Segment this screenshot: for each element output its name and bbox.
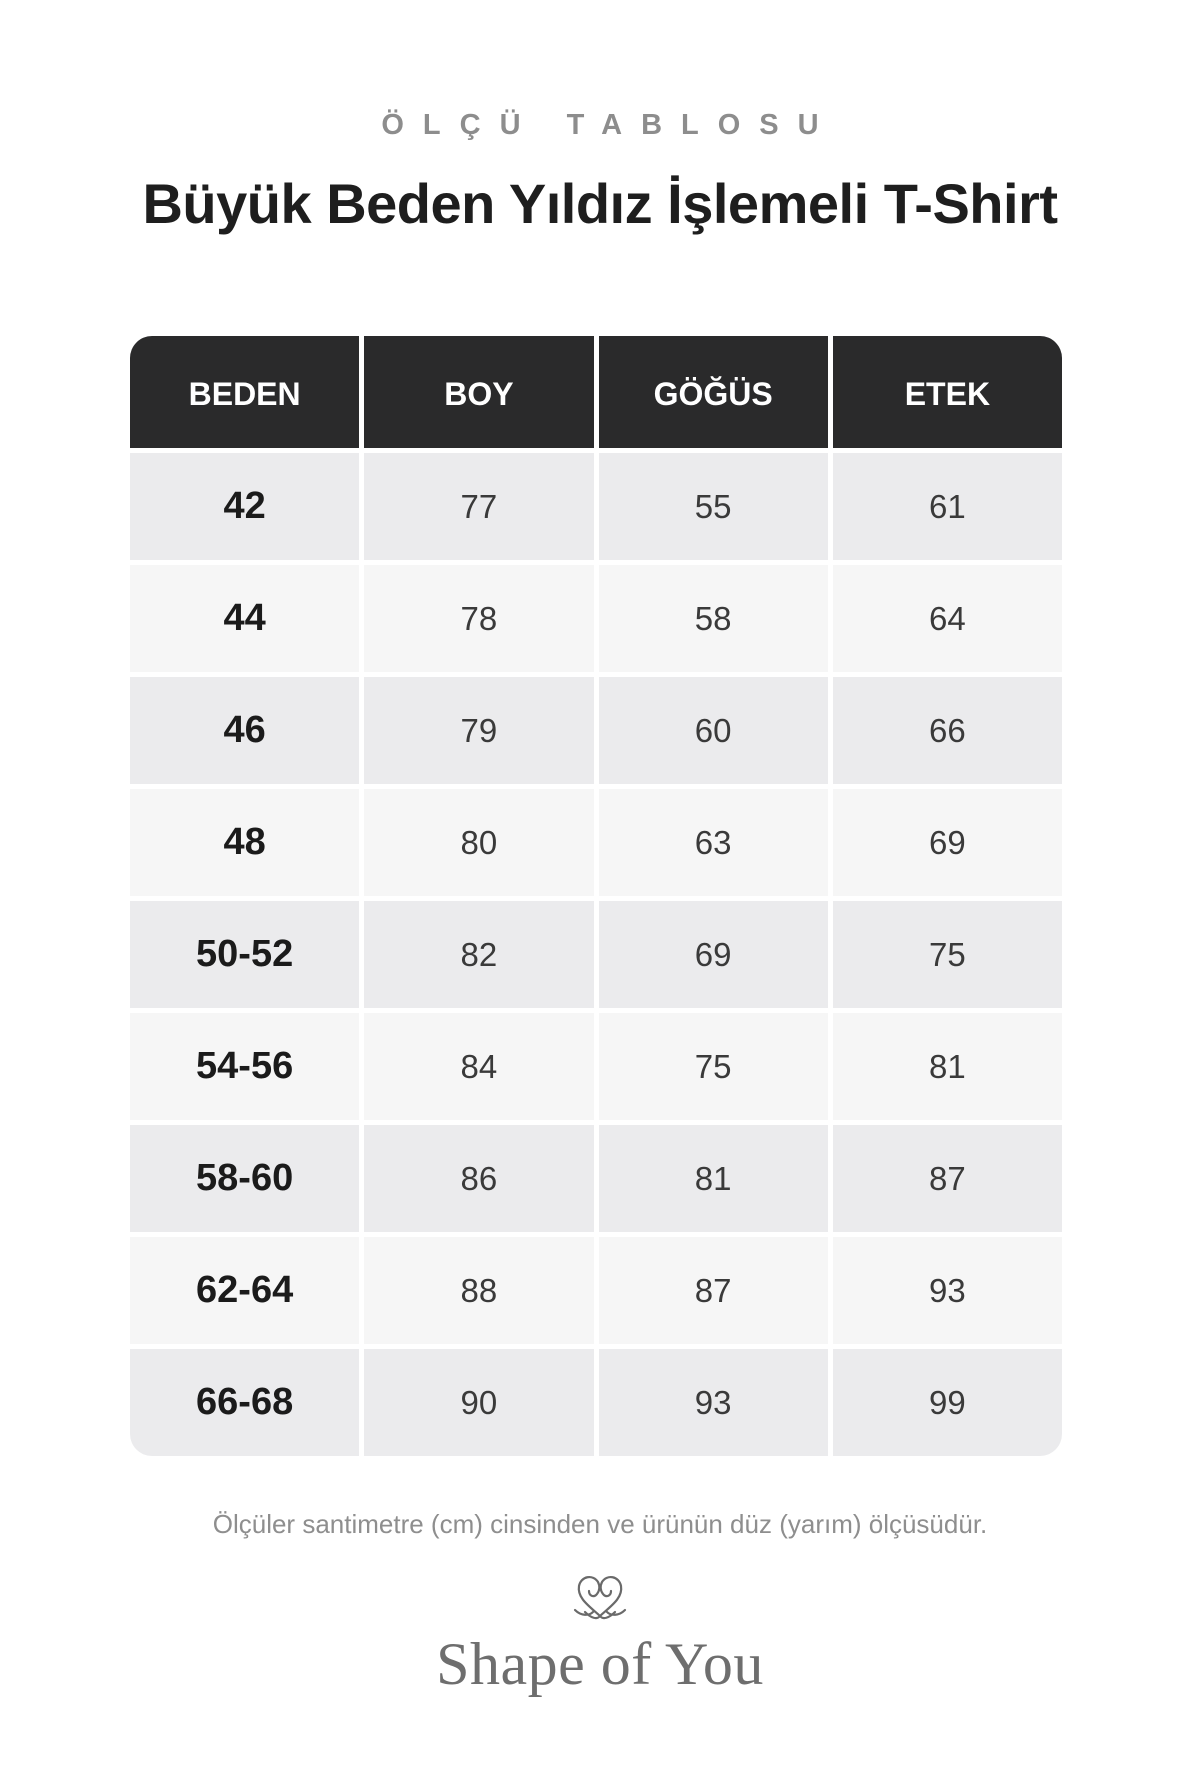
etek-cell: 99: [833, 1349, 1062, 1456]
gogus-cell: 87: [599, 1237, 828, 1344]
size-cell: 42: [130, 453, 359, 560]
table-row: [130, 1349, 1062, 1456]
column-header-boy: BOY: [364, 336, 593, 448]
table-row: [130, 901, 1062, 1008]
boy-cell: 77: [364, 453, 593, 560]
etek-cell: 61: [833, 453, 1062, 560]
gogus-cell: 93: [599, 1349, 828, 1456]
gogus-cell: 75: [599, 1013, 828, 1120]
etek-cell: 93: [833, 1237, 1062, 1344]
table-row: [130, 1125, 1062, 1232]
size-cell: 48: [130, 789, 359, 896]
size-table: [125, 331, 1067, 1461]
table-row: [130, 1013, 1062, 1120]
size-cell: 58-60: [130, 1125, 359, 1232]
boy-cell: 90: [364, 1349, 593, 1456]
table-row: [130, 677, 1062, 784]
gogus-cell: 81: [599, 1125, 828, 1232]
gogus-cell: 69: [599, 901, 828, 1008]
etek-cell: 64: [833, 565, 1062, 672]
column-header-beden: BEDEN: [130, 336, 359, 448]
gogus-cell: 55: [599, 453, 828, 560]
size-cell: 62-64: [130, 1237, 359, 1344]
column-header-etek: ETEK: [833, 336, 1062, 448]
gogus-cell: 60: [599, 677, 828, 784]
etek-cell: 69: [833, 789, 1062, 896]
boy-cell: 79: [364, 677, 593, 784]
size-cell: 44: [130, 565, 359, 672]
eyebrow-label: ÖLÇÜ TABLOSU: [381, 109, 838, 141]
page-title: Büyük Beden Yıldız İşlemeli T-Shirt: [142, 172, 1058, 235]
boy-cell: 78: [364, 565, 593, 672]
boy-cell: 82: [364, 901, 593, 1008]
size-cell: 54-56: [130, 1013, 359, 1120]
gogus-cell: 58: [599, 565, 828, 672]
table-row: [130, 565, 1062, 672]
heart-swirl-icon: [567, 1566, 633, 1626]
boy-cell: 88: [364, 1237, 593, 1344]
measurement-note: Ölçüler santimetre (cm) cinsinden ve ürünün düz (yarım) ölçüsüdür.: [212, 1509, 988, 1539]
table-row: [130, 789, 1062, 896]
table-header-row: [130, 336, 1062, 448]
brand-logo-text: Shape of You: [436, 1631, 764, 1697]
size-cell: 50-52: [130, 901, 359, 1008]
table-row: [130, 1237, 1062, 1344]
gogus-cell: 63: [599, 789, 828, 896]
etek-cell: 81: [833, 1013, 1062, 1120]
boy-cell: 80: [364, 789, 593, 896]
size-cell: 66-68: [130, 1349, 359, 1456]
etek-cell: 66: [833, 677, 1062, 784]
size-cell: 46: [130, 677, 359, 784]
column-header-gogus: GÖĞÜS: [599, 336, 828, 448]
etek-cell: 75: [833, 901, 1062, 1008]
boy-cell: 84: [364, 1013, 593, 1120]
etek-cell: 87: [833, 1125, 1062, 1232]
boy-cell: 86: [364, 1125, 593, 1232]
table-row: [130, 453, 1062, 560]
